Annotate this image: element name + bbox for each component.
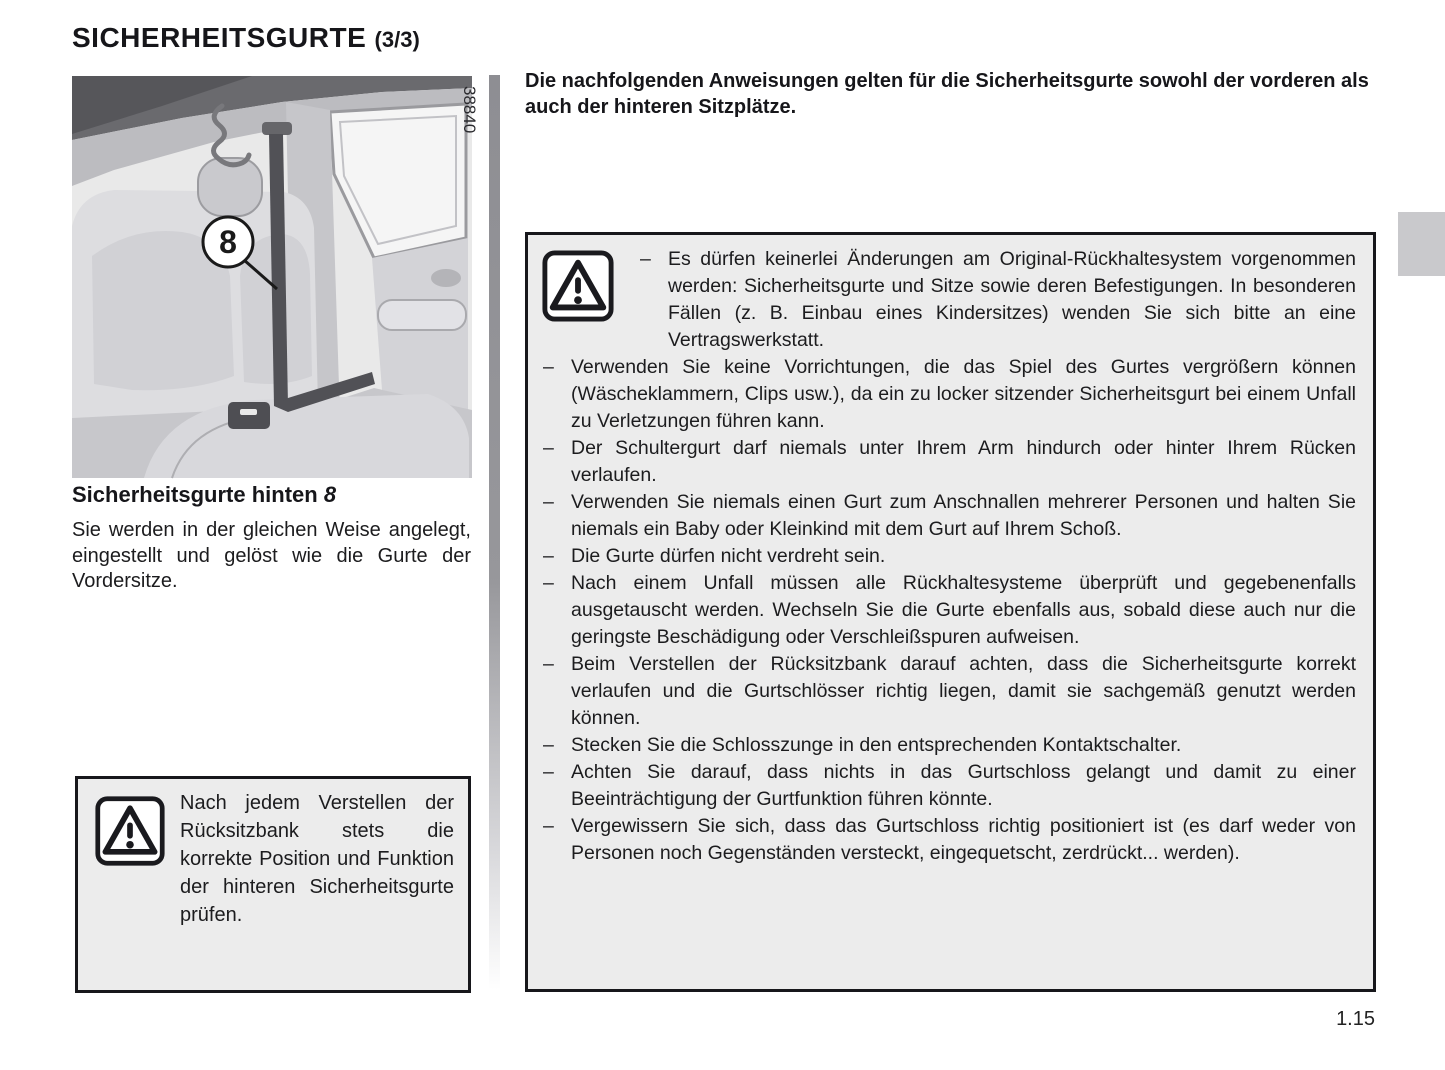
warning-item: – Vergewissern Sie sich, dass das Gurtschloss richtig positioniert ist (es darf weder von Personen noch Gegenständen versteckt, eingequetscht, zerdrückt... werden). [543,813,1356,867]
safety-warning-box [525,232,1376,992]
warning-item: – Nach einem Unfall müssen alle Rückhaltesysteme überprüft und gegebenenfalls ausgetauscht werden. Wechseln Sie die Gurte ebenfalls aus, sobald diese auch nur die geringste Beschädigung oder Verschleißspuren aufweisen. [543,570,1356,651]
page-title [72,22,420,54]
page-title-part: (3/3) [374,27,420,52]
chapter-tab [1398,212,1445,276]
warning-item: – Beim Verstellen der Rücksitzbank darauf achten, dass die Sicherheitsgurte korrekt verlaufen und die Gurtschlösser richtig liegen, damit sie sachgemäß genutzt werden können. [543,651,1356,732]
warning-note-box [75,776,471,993]
warning-item: – Es dürfen keinerlei Änderungen am Original-Rückhaltesystem vorgenommen werden: Sicherheitsgurte und Sitze sowie deren Befestigungen. In besonderen Fällen (z. B. Einbau eines Kindersitzes) wenden Sie sich bitte an eine Vertragswerkstatt. [640,246,1356,354]
warning-note-text: Nach jedem Verstellen der Rücksitzbank stets die korrekte Position und Funktion der hinteren Sicherheitsgurte prüfen. [180,792,454,926]
figure-caption [72,482,336,508]
warning-triangle-icon [94,795,166,867]
warning-item: – Die Gurte dürfen nicht verdreht sein. [543,543,1356,570]
intro-text: Die nachfolgenden Anweisungen gelten für die Sicherheitsgurte sowohl der vorderen als auch der hinteren Sitzplätze. [525,70,1369,118]
body-text: Sie werden in der gleichen Weise angelegt, eingestellt und gelöst wie die Gurte der Vordersitze. [72,519,471,592]
figure-caption-text: Sicherheitsgurte hinten [72,482,318,507]
warning-item: – Der Schultergurt darf niemals unter Ihrem Arm hindurch oder hinter Ihrem Rücken verlaufen. [543,435,1356,489]
warning-triangle-icon [541,249,615,323]
car-interior-illustration [72,76,479,478]
callout-label: 8 [219,224,237,260]
figure-number: 38840 [460,86,479,134]
page-number: 1.15 [1336,1008,1375,1030]
warning-item: – Verwenden Sie keine Vorrichtungen, die das Spiel des Gurtes vergrößern können (Wäscheklammern, Clips usw.), da ein zu locker sitzender Sicherheitsgurt bei einem Unfall zu Verletzungen führen kann. [543,354,1356,435]
warning-item: – Verwenden Sie niemals einen Gurt zum Anschnallen mehrerer Personen und halten Sie niemals ein Baby oder Kleinkind mit dem Gurt auf Ihrem Schoß. [543,489,1356,543]
column-divider [489,75,500,990]
warning-item: – Achten Sie darauf, dass nichts in das Gurtschloss gelangt und damit zu einer Beeinträchtigung der Gurtfunktion führen könnte. [543,759,1356,813]
warning-item: – Stecken Sie die Schlosszunge in den entsprechenden Kontaktschalter. [543,732,1356,759]
figure-caption-ref: 8 [323,482,337,507]
figure-rear-seatbelt-illustration [72,76,479,478]
page-title-text: SICHERHEITSGURTE [72,22,367,53]
warning-item-list [528,235,1373,867]
